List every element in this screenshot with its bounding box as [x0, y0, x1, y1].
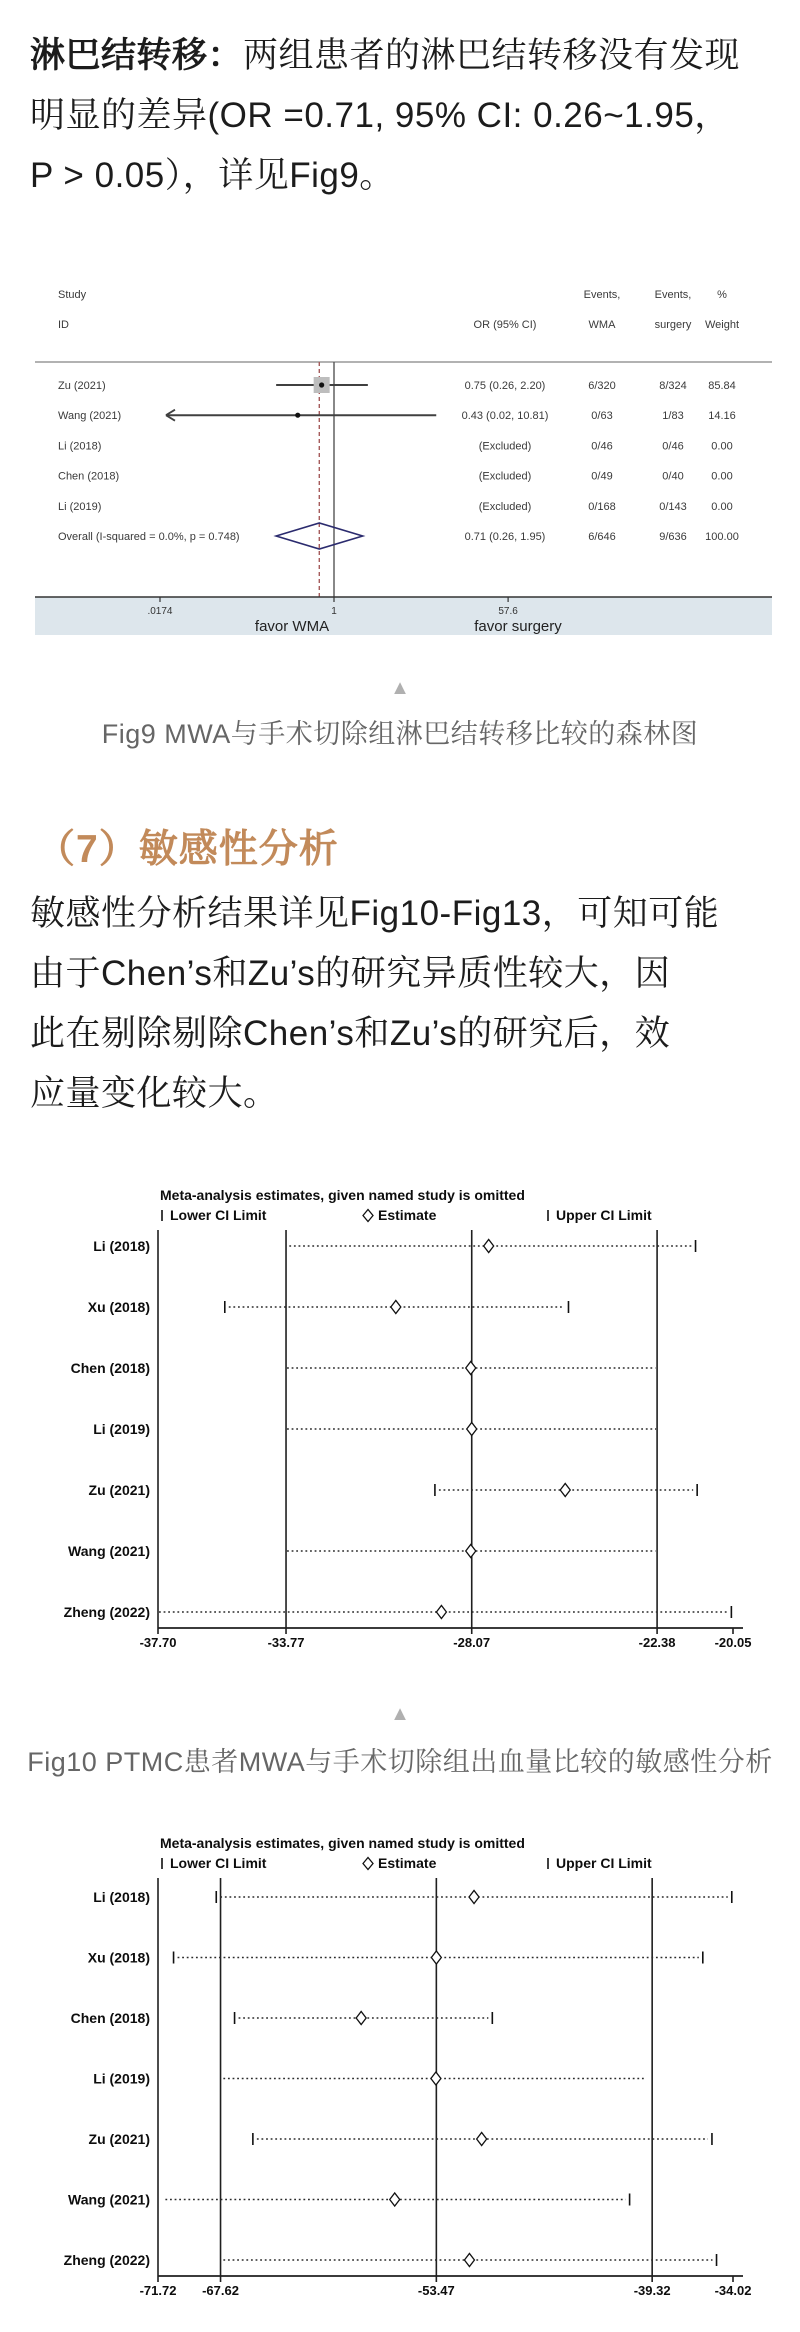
- collapse-triangle-icon[interactable]: ▲: [390, 677, 410, 699]
- or-value: 0.75 (0.26, 2.20): [464, 380, 546, 392]
- study-label: Li (2018): [93, 1238, 150, 1254]
- study-label: Li (2019): [93, 2070, 150, 2087]
- study-label: Chen (2018): [70, 1360, 150, 1376]
- weight-value: 0.00: [711, 500, 733, 513]
- weight-value: 14.16: [708, 410, 736, 423]
- study-label: Wang (2021): [58, 410, 122, 423]
- favor-left-label: favor WMA: [254, 618, 330, 635]
- axis-tick-label: -22.38: [638, 1635, 676, 1650]
- sensitivity-row: [89, 1482, 698, 1498]
- events-surgery-value: 8/324: [659, 380, 687, 392]
- col-header-events-wma: Events,: [583, 289, 621, 301]
- col-header-or: OR (95% CI): [473, 319, 537, 331]
- col-header-events-wma: WMA: [588, 319, 616, 331]
- weight-value: 0.00: [711, 440, 733, 453]
- forest-row: [58, 410, 736, 423]
- estimate-diamond: [431, 1951, 441, 1964]
- paragraph-line: 由于Chen’s和Zu’s的研究异质性较大，因: [30, 954, 671, 993]
- or-value: 0.43 (0.02, 10.81): [461, 410, 549, 423]
- legend-lower: Lower CI Limit: [170, 1207, 267, 1223]
- events-surgery-value: 0/143: [659, 500, 687, 513]
- legend-estimate: Estimate: [378, 1207, 437, 1223]
- forest-row: [58, 501, 733, 513]
- axis-tick-label: -28.07: [453, 1635, 491, 1650]
- study-label: Wang (2021): [68, 2191, 150, 2208]
- sensitivity-row: [93, 1238, 695, 1254]
- study-label: Chen (2018): [70, 2010, 150, 2026]
- study-label: Li (2018): [58, 440, 102, 453]
- col-header-id: ID: [58, 319, 69, 331]
- col-header-weight: %: [717, 289, 727, 301]
- fig10-caption: Fig10 PTMC患者MWA与手术切除组出血量比较的敏感性分析: [27, 1747, 773, 1777]
- paragraph-line: 明显的差异(OR =0.71, 95% CI: 0.26~1.95，: [30, 96, 730, 135]
- events-surgery-value: 0/40: [662, 470, 684, 483]
- or-value: (Excluded): [478, 440, 532, 453]
- or-value: (Excluded): [478, 470, 532, 483]
- point-estimate: [295, 413, 300, 418]
- study-label: Xu (2018): [87, 1299, 150, 1315]
- sensitivity-row: [93, 1421, 656, 1437]
- fig9-forest-plot: [0, 240, 800, 640]
- col-header-events-surgery: Events,: [654, 289, 692, 301]
- study-label: Chen (2018): [58, 470, 120, 483]
- axis-tick-label: -39.32: [633, 2283, 671, 2298]
- legend-upper: Upper CI Limit: [556, 1207, 652, 1223]
- study-label: Overall (I-squared = 0.0%, p = 0.748): [58, 531, 240, 543]
- estimate-diamond: [477, 2133, 487, 2146]
- estimate-diamond: [390, 2193, 400, 2206]
- paragraph-line: 应量变化较大。: [30, 1074, 279, 1113]
- chart-title: Meta-analysis estimates, given named study is omitted: [160, 1835, 525, 1851]
- legend-diamond-icon: [363, 1210, 373, 1222]
- axis-band: [35, 597, 772, 635]
- forest-row: [58, 523, 739, 549]
- events-wma-value: 6/320: [588, 380, 616, 392]
- study-label: Xu (2018): [87, 1949, 150, 1966]
- col-header-events-surgery: surgery: [654, 319, 692, 331]
- paragraph-line: [30, 26, 780, 86]
- estimate-diamond: [469, 1891, 479, 1904]
- paragraph-lead: 淋巴结转移：: [30, 36, 244, 75]
- axis-tick-label: 57.6: [498, 606, 518, 617]
- paragraph-line: P > 0.05），详见Fig9。: [30, 156, 395, 195]
- sensitivity-row: [93, 1889, 732, 1905]
- sensitivity-row: [93, 2071, 644, 2087]
- fig9-caption: Fig9 MWA与手术切除组淋巴结转移比较的森林图: [101, 719, 699, 749]
- study-label: Li (2019): [93, 1421, 150, 1437]
- axis-tick-label: -53.47: [417, 2283, 455, 2298]
- forest-row: [58, 377, 736, 393]
- col-header-study: Study: [58, 289, 87, 301]
- axis-tick-label: -20.05: [714, 1635, 752, 1650]
- estimate-diamond: [467, 1423, 477, 1436]
- sensitivity-row: [64, 2252, 717, 2268]
- axis-tick-label: -34.02: [714, 2283, 752, 2298]
- estimate-diamond: [484, 1240, 494, 1253]
- axis-tick-label: -37.70: [139, 1635, 177, 1650]
- events-wma-value: 0/49: [591, 470, 613, 483]
- fig10-sensitivity-plot: [0, 1180, 800, 1670]
- forest-row: [58, 471, 733, 483]
- estimate-diamond: [464, 2254, 474, 2267]
- legend-estimate: Estimate: [378, 1855, 437, 1871]
- sensitivity-row: [88, 1950, 703, 1966]
- study-label: Li (2018): [93, 1889, 150, 1905]
- paragraph-sensitivity: [30, 884, 780, 1124]
- weight-value: 100.00: [705, 531, 739, 543]
- paragraph-lymph-node: [30, 26, 780, 206]
- events-wma-value: 0/168: [588, 500, 616, 513]
- chart-title: Meta-analysis estimates, given named study is omitted: [160, 1187, 525, 1203]
- study-label: Zheng (2022): [63, 2252, 150, 2268]
- weight-value: 85.84: [708, 380, 736, 392]
- estimate-diamond: [391, 1301, 401, 1314]
- legend-upper: Upper CI Limit: [556, 1855, 652, 1871]
- estimate-diamond: [466, 1545, 476, 1558]
- events-surgery-value: 9/636: [659, 531, 687, 543]
- events-surgery-value: 0/46: [662, 440, 684, 453]
- study-label: Zu (2021): [88, 1482, 150, 1498]
- study-label: Zu (2021): [88, 2131, 150, 2147]
- sensitivity-row: [68, 1543, 655, 1559]
- study-label: Zu (2021): [58, 380, 106, 392]
- events-wma-value: 0/46: [591, 440, 613, 453]
- point-estimate: [319, 382, 324, 387]
- collapse-triangle-icon[interactable]: ▲: [390, 1703, 410, 1725]
- estimate-diamond: [356, 2012, 366, 2025]
- legend-lower: Lower CI Limit: [170, 1855, 267, 1871]
- sensitivity-row: [71, 2010, 493, 2026]
- estimate-diamond: [436, 1606, 446, 1619]
- estimate-diamond: [466, 1362, 476, 1375]
- axis-tick-label: -67.62: [202, 2283, 239, 2298]
- or-value: (Excluded): [478, 500, 532, 513]
- events-surgery-value: 1/83: [662, 410, 684, 423]
- study-label: Li (2019): [58, 500, 102, 513]
- legend-diamond-icon: [363, 1858, 373, 1870]
- sensitivity-row: [64, 1604, 732, 1620]
- estimate-diamond: [560, 1484, 570, 1497]
- or-value: 0.71 (0.26, 1.95): [464, 531, 546, 543]
- weight-value: 0.00: [711, 470, 733, 483]
- favor-right-label: favor surgery: [474, 618, 562, 635]
- axis-tick-label: -71.72: [139, 2283, 177, 2298]
- estimate-diamond: [431, 2072, 441, 2085]
- section-heading: （7）敏感性分析: [36, 828, 339, 871]
- sensitivity-row: [68, 2192, 630, 2208]
- axis-tick-label: 1: [331, 606, 337, 617]
- fig11-sensitivity-plot: [0, 1830, 800, 2320]
- axis-tick-label: .0174: [147, 606, 173, 617]
- col-header-weight: Weight: [704, 319, 740, 331]
- sensitivity-row: [89, 2131, 712, 2147]
- paragraph-line: 此在剔除剔除Chen’s和Zu’s的研究后，效: [30, 1014, 671, 1053]
- forest-row: [58, 440, 733, 452]
- events-wma-value: 6/646: [588, 531, 616, 543]
- paragraph-line: 敏感性分析结果详见Fig10-Fig13，可知可能: [30, 894, 720, 933]
- study-label: Zheng (2022): [63, 1604, 150, 1620]
- events-wma-value: 0/63: [591, 410, 613, 423]
- study-label: Wang (2021): [68, 1543, 150, 1559]
- sensitivity-row: [88, 1299, 569, 1315]
- paragraph-text: 两组患者的淋巴结转移没有发现: [243, 36, 741, 75]
- axis-tick-label: -33.77: [267, 1635, 305, 1650]
